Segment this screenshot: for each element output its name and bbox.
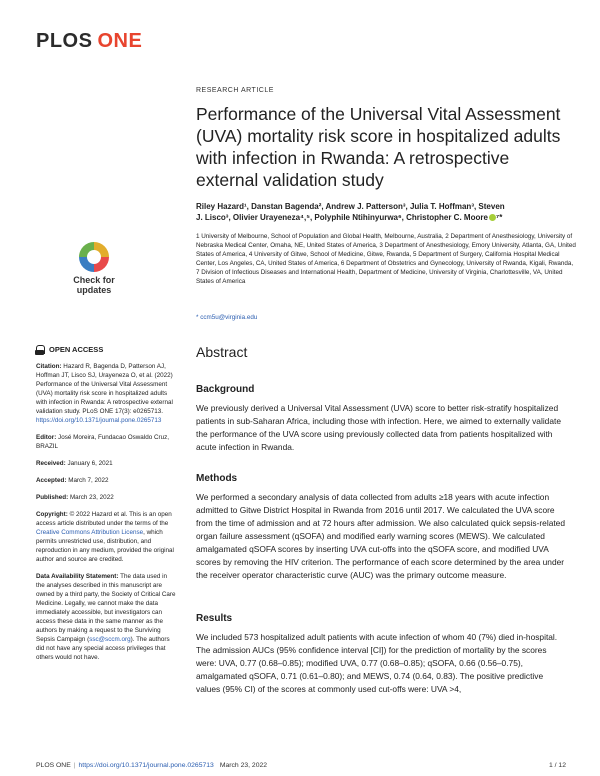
data-availability-text-2: ). The authors did not have any special access privileges that others would not have.: [36, 636, 170, 661]
orcid-icon[interactable]: [489, 214, 496, 221]
copyright-label: Copyright:: [36, 511, 68, 518]
accepted-block: [36, 476, 176, 485]
authors-suffix: ⁷*: [495, 213, 503, 222]
copyright-text-1: © 2022 Hazard et al. This is an open access article distributed under the terms of the: [36, 511, 172, 527]
article-title: Performance of the Universal Vital Assessment (UVA) mortality risk score in hospitalized adults with infection in Rwanda: A retrospective external validation study: [196, 104, 561, 190]
results-heading: Results: [196, 613, 233, 624]
published-label: Published:: [36, 494, 69, 501]
published-block: [36, 493, 176, 502]
badge-line1: Check for: [73, 275, 115, 285]
citation-block: [36, 362, 176, 425]
citation-text: Hazard R, Bagenda D, Patterson AJ, Hoffman JT, Lisco SJ, Urayeneza O, et al. (2022) Performance of the Universal Vital Assessment (UVA) mortality risk score in hospitalized adults with infection in Rwanda: A retrospective external validation study. PLoS ONE 17(3): e0265713.: [36, 363, 173, 415]
footer-journal: PLOS ONE: [36, 762, 71, 769]
accepted-label: Accepted:: [36, 477, 67, 484]
article-type: RESEARCH ARTICLE: [196, 87, 274, 94]
check-for-updates-badge[interactable]: [66, 242, 122, 295]
authors-line-2: J. Lisco³, Olivier Urayeneza⁴,⁵, Polyphile Ntihinyurwa⁶, Christopher C. Moore: [196, 213, 488, 222]
received-block: [36, 459, 176, 468]
published-date: March 23, 2022: [69, 494, 114, 501]
footer-date: March 23, 2022: [219, 762, 268, 769]
logo-one-text: ONE: [97, 30, 143, 52]
authors-line-2-wrap: [196, 212, 556, 223]
page-number: 1 / 12: [548, 762, 566, 769]
copyright-text-2: , which permits unrestricted use, distribution, and reproduction in any medium, provided the original author and source are credited.: [36, 529, 174, 563]
background-text: We previously derived a Universal Vital Assessment (UVA) score to better risk-stratify hospitalized patients in sub-Saharan Africa, including those with infection. Here, we aimed to externally validate the performance of the UVA score using previously collected data from patients hospitalized with acute infection in Rwanda.: [196, 403, 561, 452]
license-link[interactable]: Creative Commons Attribution License: [36, 529, 144, 536]
editor-text: José Moreira, Fundacao Oswaldo Cruz, BRAZIL: [36, 434, 169, 450]
affiliations: 1 University of Melbourne, School of Population and Global Health, Melbourne, Australia, 2 Department of Anesthesiology, University of Nebraska Medical Center, Omaha, NE, United States of America, 3 Department of Anesthesiology, Emory University, Atlanta, GA, United States of America, 4 University of Gitwe, School of Medicine, Gitwe, Rwanda, 5 Department of Surgery, California Hospital Medical Center, Los Angeles, CA, United States of America, 6 Department of Obstetrics and Gynecology, University of Rwanda, Kigali, Rwanda, 7 Division of Infectious Diseases and International Health, Department of Medicine, University of Virginia, Charlottesville, VA, United States of America: [196, 233, 576, 285]
copyright-block: [36, 510, 176, 564]
data-availability-text-1: The data used in the analyses described in this manuscript are owned by a third party, the Society of Critical Care Medicine. Legally, we cannot make the data immediately accessible, but investigators can access these data in the same manner as the authors by making a request to the Surviving Sepsis Campaign (: [36, 573, 176, 643]
editor-label: Editor:: [36, 434, 57, 441]
received-date: January 6, 2021: [67, 460, 113, 467]
corresponding-email-link[interactable]: * ccm5u@virginia.edu: [196, 314, 258, 321]
article-metadata-column: [36, 345, 176, 670]
footer-doi-link[interactable]: https://doi.org/10.1371/journal.pone.0265713: [78, 762, 214, 769]
ssc-email-link[interactable]: ssc@sccm.org: [89, 636, 131, 643]
abstract-heading: Abstract: [196, 344, 248, 360]
data-availability-block: [36, 572, 176, 662]
authors-line-1: Riley Hazard¹, Danstan Bagenda², Andrew J. Patterson³, Julia T. Hoffman³, Steven: [196, 202, 505, 211]
citation-label: Citation:: [36, 363, 62, 370]
badge-line2: updates: [76, 285, 112, 295]
crossmark-icon: [79, 242, 109, 272]
open-access-label: [36, 345, 176, 354]
editor-block: [36, 433, 176, 451]
citation-doi-link[interactable]: https://doi.org/10.1371/journal.pone.0265713: [36, 417, 162, 424]
background-heading: Background: [196, 384, 255, 395]
page-footer: [36, 762, 566, 769]
journal-logo[interactable]: [36, 30, 142, 53]
author-list: [196, 201, 556, 223]
footer-left: PLOS ONE | https://doi.org/10.1371/journal.pone.0265713 March 23, 2022: [36, 762, 268, 769]
data-availability-label: Data Availability Statement:: [36, 573, 119, 580]
open-access-text: OPEN ACCESS: [49, 345, 104, 354]
methods-text: We performed a secondary analysis of data collected from adults ≥18 years with acute infection admitted to Gitwe District Hospital in Rwanda from 2016 until 2017. We calculated the UVA score from the time of admission and at 72 hours after admission. We also calculated quick sepsis-related organ failure assessment (qSOFA) and modified early warning scores (MEWS). We calculated amalgamated qSOFA scores by inserting UVA cut-offs into the qSOFA score, and modified UVA scores by removing the HIV criterion. The performance of each score determined by the area under the receiver operator characteristic curve (AUC) was the primary outcome measure.: [196, 492, 565, 580]
methods-heading: Methods: [196, 473, 238, 484]
results-text: We included 573 hospitalized adult patients with acute infection of whom 40 (7%) died in-hospital. The admission AUCs (95% confidence interval [CI]) for the prediction of mortality by the scores were: UVA, 0.77 (0.68–0.85); modified UVA, 0.77 (0.68–0.85); qSOFA, 0.66 (0.56–0.75), amalgamated qSOFA, 0.71 (0.61–0.80); and MEWS, 0.74 (0.64, 0.83). The positive predictive values (95% CI) of the scores at commonly used cut-offs were: UVA >4,: [196, 632, 558, 694]
logo-plos-text: PLOS: [36, 30, 93, 52]
received-label: Received:: [36, 460, 66, 467]
open-lock-icon: [36, 345, 45, 354]
accepted-date: March 7, 2022: [68, 477, 109, 484]
